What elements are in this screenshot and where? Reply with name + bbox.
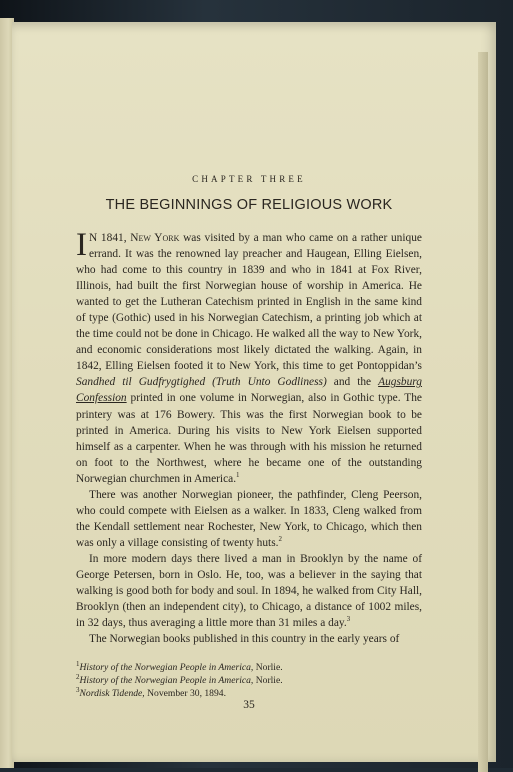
- footnote-title: History of the Norwegian People in America,: [79, 675, 254, 687]
- paragraph-4: [76, 631, 422, 647]
- footnote-number: 1: [76, 660, 80, 669]
- text-run: and the: [326, 376, 379, 389]
- small-caps-run: New York: [130, 232, 180, 244]
- text-run: was visited by a man who came on a rather unique errand. It was the renowned lay preacher and Haugean, Elling Eielsen, who had come to this country in 1839 and who in 1841 at Fox River, Illinois, had built the first Norwegian house of worship in America. He wanted to get the Lutheran Catechism printed in English in the same kind of type (Gothic) used in his Norwegian Catechism, a printing job which at the time could not be done in Chicago. He walked all the way to New York, and economic considerations most likely dictated the walking. Again, in 1842, Elling Eielsen footed it to New York, this time to get Pontoppidan’s: [76, 232, 422, 373]
- text-run: printed in one volume in Norwegian, also in Gothic type. The printery was at 176 Bowery. This was the first Norwegian book to be printed in America. During his visits to New York Eielsen supported himself as a carpenter. When he was through with his mission he returned on foot to the Northwest, where he became one of the outstanding Norwegian churchmen in America.: [76, 392, 422, 485]
- chapter-title: THE BEGINNINGS OF RELIGIOUS WORK: [105, 197, 393, 213]
- footnotes: [76, 662, 422, 700]
- drop-cap: I: [76, 227, 87, 263]
- text-run: The Norwegian books published in this country in the early years of: [89, 633, 400, 646]
- footnote-1: [76, 662, 422, 675]
- page-right-edge: [478, 52, 488, 772]
- paragraph-2: [76, 487, 422, 551]
- footnote-number: 3: [76, 685, 80, 694]
- paragraph-3: [76, 551, 422, 631]
- paragraph-1: [76, 227, 423, 487]
- footnote-ref: 1: [236, 470, 240, 479]
- chapter-label: CHAPTER THREE: [192, 174, 306, 184]
- footnote-number: 2: [76, 672, 80, 681]
- footnote-title: History of the Norwegian People in America,: [79, 662, 254, 674]
- footnote-title: Nordisk Tidende,: [79, 687, 145, 699]
- footnote-author: Norlie.: [253, 662, 283, 674]
- text-run: N 1841,: [89, 232, 131, 244]
- italic-title: Augsburg Confession: [76, 376, 423, 405]
- page-text-block: [76, 160, 422, 711]
- footnote-ref: 2: [278, 535, 282, 544]
- footnote-ref: 3: [346, 615, 351, 624]
- footnote-author: Norlie.: [253, 675, 283, 687]
- page-number: 35: [243, 698, 255, 711]
- footnote-2: [76, 672, 422, 688]
- footnote-date: November 30, 1894.: [144, 687, 226, 699]
- text-run: In more modern days there lived a man in Brooklyn by the name of George Petersen, born in Oslo. He, too, was a believer in the saying that walking is good both for body and soul. In 1894, he walked from City Hall, Brooklyn (then an independent city), to Chicago, a distance of 1002 miles, in 32 days, thus averaging a little more than 31 miles a day.: [76, 552, 422, 630]
- text-run: There was another Norwegian pioneer, the pathfinder, Cleng Peerson, who could compete with Eielsen as a walker. In 1833, Cleng walked from the Kendall settlement near Rochester, New York, to Chicago, which then was only a village consisting of twenty huts.: [76, 488, 422, 549]
- italic-title: Sandhed til Gudfrygtighed (Truth Unto Godliness): [76, 376, 327, 389]
- body-text: [76, 227, 423, 647]
